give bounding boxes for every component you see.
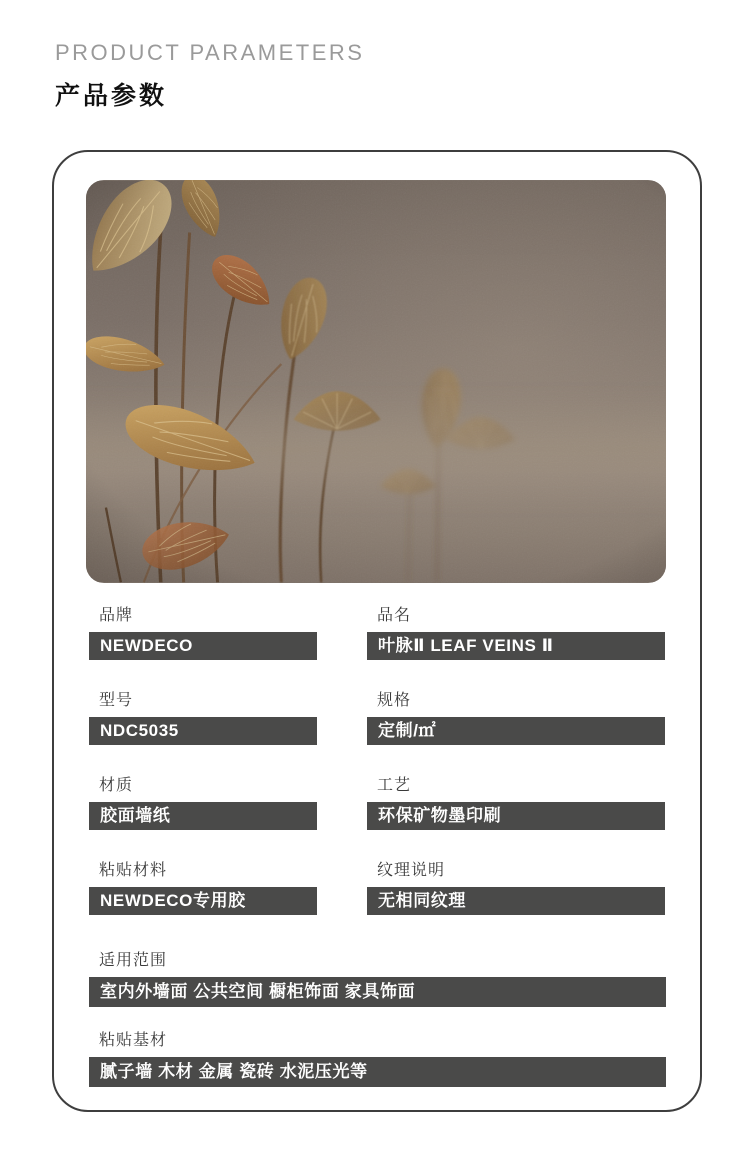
param-row <box>89 861 666 915</box>
parameters-card <box>52 150 702 1112</box>
param-model <box>89 691 317 745</box>
param-label: 品名 <box>377 607 412 624</box>
param-value-bar: 叶脉Ⅱ LEAF VEINS Ⅱ <box>367 632 665 660</box>
wallpaper-artwork-image <box>86 180 666 583</box>
param-value-bar: NEWDECO <box>89 632 317 660</box>
param-label: 品牌 <box>99 607 134 624</box>
param-row <box>89 606 666 660</box>
param-row <box>89 691 666 745</box>
parameters-list <box>89 606 666 1118</box>
param-product-name <box>367 606 665 660</box>
param-label: 型号 <box>99 692 134 709</box>
param-value-bar: NEWDECO专用胶 <box>89 887 317 915</box>
param-label: 适用范围 <box>99 952 168 969</box>
param-value-bar: 定制/㎡ <box>367 717 665 745</box>
param-label: 粘贴基材 <box>99 1032 168 1049</box>
product-image <box>86 180 666 583</box>
page-title-en: PRODUCT PARAMETERS <box>55 40 365 65</box>
param-row <box>89 1031 666 1087</box>
param-value-bar: NDC5035 <box>89 717 317 745</box>
param-label: 材质 <box>99 777 134 794</box>
param-value-bar: 胶面墙纸 <box>89 802 317 830</box>
param-substrate <box>89 1031 666 1087</box>
param-label: 规格 <box>377 692 412 709</box>
param-adhesive <box>89 861 317 915</box>
param-label: 工艺 <box>377 777 412 794</box>
param-label: 粘贴材料 <box>99 862 168 879</box>
param-value-bar: 腻子墙 木材 金属 瓷砖 水泥压光等 <box>89 1057 666 1087</box>
param-value-bar: 环保矿物墨印刷 <box>367 802 665 830</box>
param-row <box>89 776 666 830</box>
param-brand <box>89 606 317 660</box>
param-row <box>89 951 666 1007</box>
param-value-bar: 无相同纹理 <box>367 887 665 915</box>
param-material <box>89 776 317 830</box>
page-title-zh: 产品参数 <box>55 82 168 110</box>
param-craft <box>367 776 665 830</box>
param-texture-note <box>367 861 665 915</box>
page-header <box>55 40 364 112</box>
param-label: 纹理说明 <box>377 862 446 879</box>
param-application-range <box>89 951 666 1007</box>
param-value-bar: 室内外墙面 公共空间 橱柜饰面 家具饰面 <box>89 977 666 1007</box>
param-spec <box>367 691 665 745</box>
